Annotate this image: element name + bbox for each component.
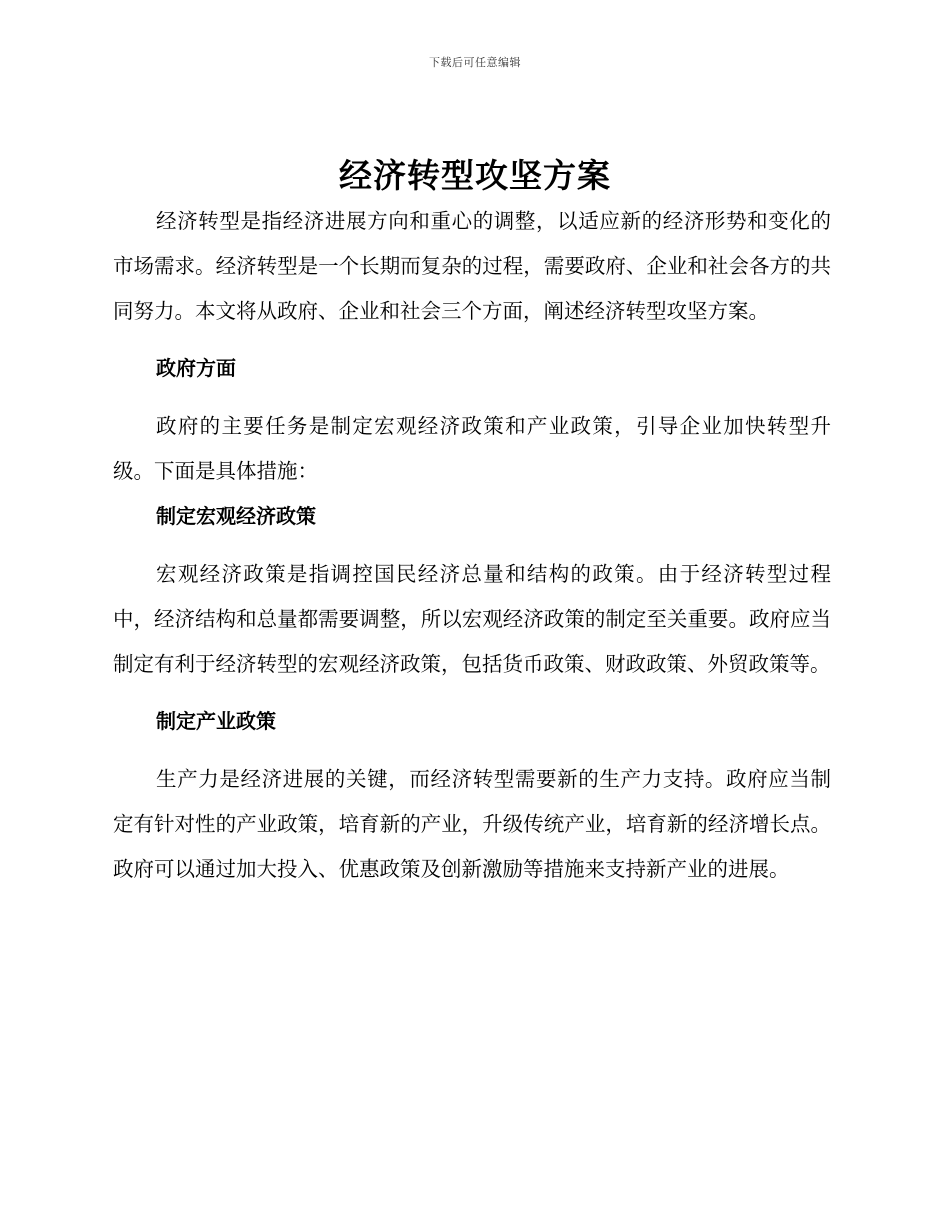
section-heading-macro-policy: 制定宏观经济政策 (156, 504, 316, 528)
document-title: 经济转型攻坚方案 (339, 156, 611, 195)
section-heading-government: 政府方面 (156, 356, 236, 380)
intro-paragraph: 经济转型是指经济进展方向和重心的调整，以适应新的经济形势和变化的市场需求。经济转型是一个长期而复杂的过程，需要政府、企业和社会各方的共同努力。本文将从政府、企业和社会三个方面，阐述经济转型攻坚方案。 (113, 209, 831, 323)
industry-policy-paragraph: 生产力是经济进展的关键，而经济转型需要新的生产力支持。政府应当制定有针对性的产业政策，培育新的产业，升级传统产业，培育新的经济增长点。政府可以通过加大投入、优惠政策及创新激励等措施来支持新产业的进展。 (113, 767, 831, 881)
document-body (113, 199, 831, 892)
government-paragraph: 政府的主要任务是制定宏观经济政策和产业政策，引导企业加快转型升级。下面是具体措施： (113, 414, 831, 483)
macro-policy-paragraph: 宏观经济政策是指调控国民经济总量和结构的政策。由于经济转型过程中，经济结构和总量都需要调整，所以宏观经济政策的制定至关重要。政府应当制定有利于经济转型的宏观经济政策，包括货币政策、财政政策、外贸政策等。 (113, 562, 831, 676)
header-note: 下载后可任意编辑 (429, 56, 521, 69)
section-heading-industry-policy: 制定产业政策 (156, 709, 276, 733)
